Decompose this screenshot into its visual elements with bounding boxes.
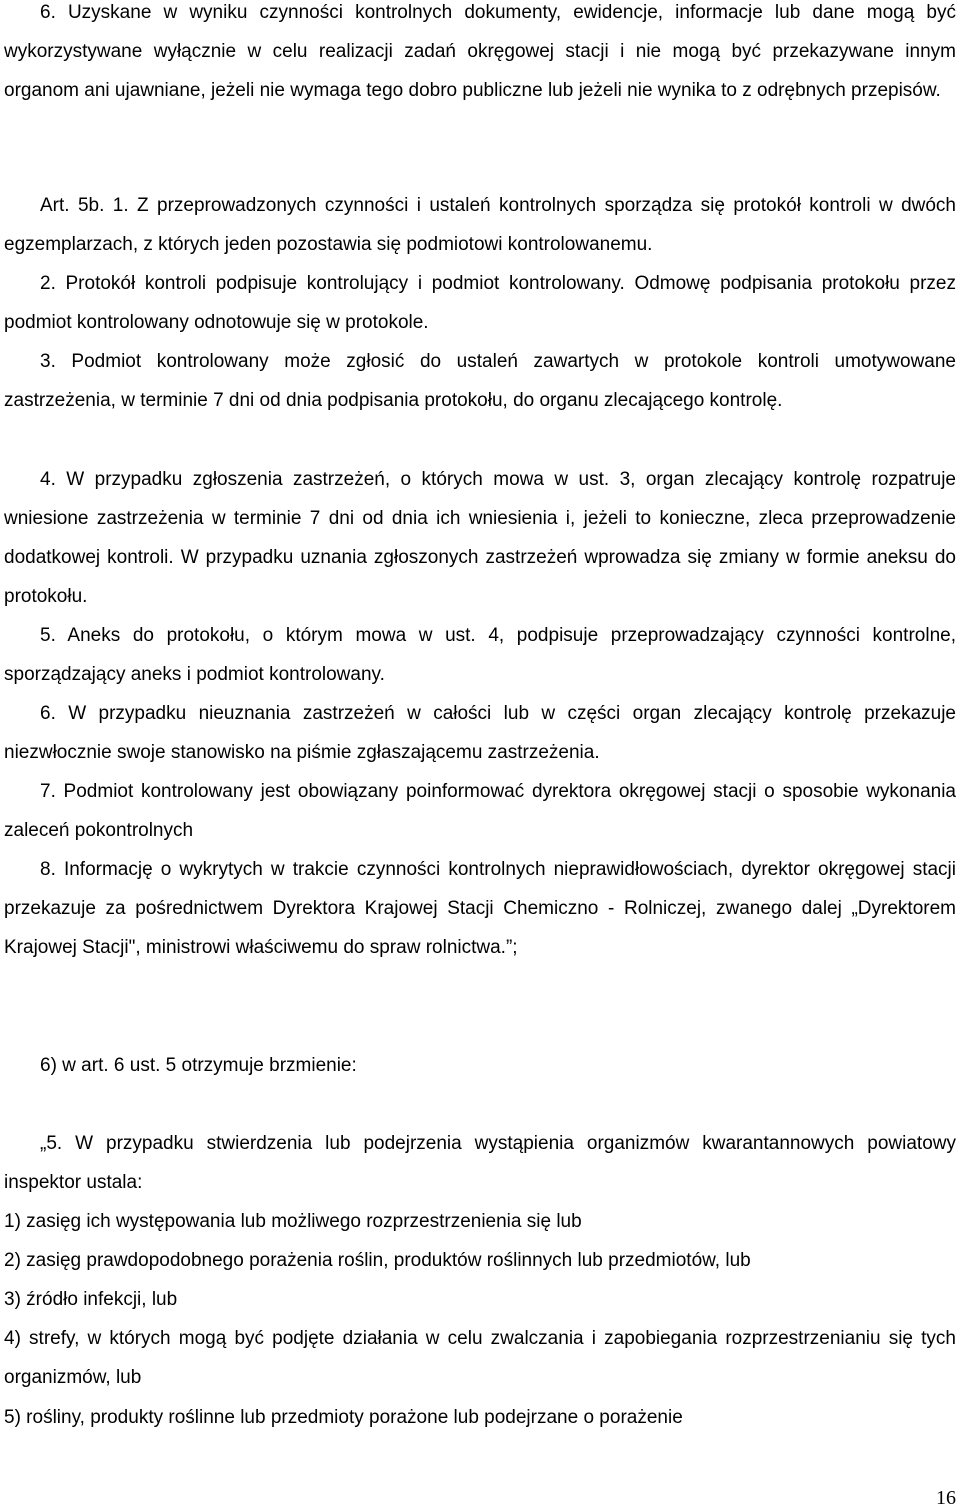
list-item-1: 1) zasięg ich występowania lub możliwego rozprzestrzenienia się lub bbox=[4, 1211, 582, 1232]
paragraph-art-5b-1: Art. 5b. 1. Z przeprowadzonych czynności i ustaleń kontrolnych sporządza się protokół kontroli w dwóch egzemplarzach, z których jeden pozostawia się podmiotowi kontrolowanemu. bbox=[4, 195, 956, 255]
paragraph-art-5b-8: 8. Informację o wykrytych w trakcie czynności kontrolnych nieprawidłowościach, dyrektor okręgowej stacji przekazuje za pośrednictwem Dyrektora Krajowej Stacji Chemiczno - Rolniczej, zwanego dalej „Dyrektorem Krajowej Stacji", ministrowi właściwemu do spraw rolnictwa.”; bbox=[4, 859, 956, 958]
list-item-3: 3) źródło infekcji, lub bbox=[4, 1289, 178, 1310]
paragraph-art-5b-4: 4. W przypadku zgłoszenia zastrzeżeń, o których mowa w ust. 3, organ zlecający kontrolę rozpatruje wniesione zastrzeżenia w terminie 7 dni od dnia ich wniesienia i, jeżeli to konieczne, zleca przeprowadzenie dodatkowej kontroli. W przypadku uznania zgłoszonych zastrzeżeń wprowadza się zmiany w formie aneksu do protokołu. bbox=[4, 469, 956, 607]
page-number: 16 bbox=[936, 1487, 956, 1509]
paragraph-art-5b-3: 3. Podmiot kontrolowany może zgłosić do ustaleń zawartych w protokole kontroli umotywowane zastrzeżenia, w terminie 7 dni od dnia podpisania protokołu, do organu zlecającego kontrolę. bbox=[4, 351, 956, 411]
paragraph-art-5b-6: 6. W przypadku nieuznania zastrzeżeń w całości lub w części organ zlecający kontrolę przekazuje niezwłocznie swoje stanowisko na piśmie zgłaszającemu zastrzeżenia. bbox=[4, 703, 956, 763]
paragraph-6-data-usage: 6. Uzyskane w wyniku czynności kontrolnych dokumenty, ewidencje, informacje lub dane mogą być wykorzystywane wyłącznie w celu realizacji zadań okręgowej stacji i nie mogą być przekazywane innym organom ani ujawniane, jeżeli nie wymaga tego dobro publiczne lub jeżeli nie wynika to z odrębnych przepisów. bbox=[4, 2, 956, 101]
amendment-point-6: 6) w art. 6 ust. 5 otrzymuje brzmienie: bbox=[40, 1055, 357, 1076]
paragraph-art-5b-5: 5. Aneks do protokołu, o którym mowa w ust. 4, podpisuje przeprowadzający czynności kontrolne, sporządzający aneks i podmiot kontrolowany. bbox=[4, 625, 956, 685]
paragraph-art-5b-7: 7. Podmiot kontrolowany jest obowiązany poinformować dyrektora okręgowej stacji o sposobie wykonania zaleceń pokontrolnych bbox=[4, 781, 956, 841]
list-item-5: 5) rośliny, produkty roślinne lub przedmioty porażone lub podejrzane o porażenie bbox=[4, 1407, 683, 1428]
list-item-2: 2) zasięg prawdopodobnego porażenia roślin, produktów roślinnych lub przedmiotów, lub bbox=[4, 1250, 751, 1271]
paragraph-art-6-5: „5. W przypadku stwierdzenia lub podejrzenia wystąpienia organizmów kwarantannowych powiatowy inspektor ustala: bbox=[4, 1133, 956, 1193]
list-item-4: 4) strefy, w których mogą być podjęte działania w celu zwalczania i zapobiegania rozprzestrzenianiu się tych organizmów, lub bbox=[4, 1328, 956, 1388]
paragraph-art-5b-2: 2. Protokół kontroli podpisuje kontrolujący i podmiot kontrolowany. Odmowę podpisania protokołu przez podmiot kontrolowany odnotowuje się w protokole. bbox=[4, 273, 956, 333]
